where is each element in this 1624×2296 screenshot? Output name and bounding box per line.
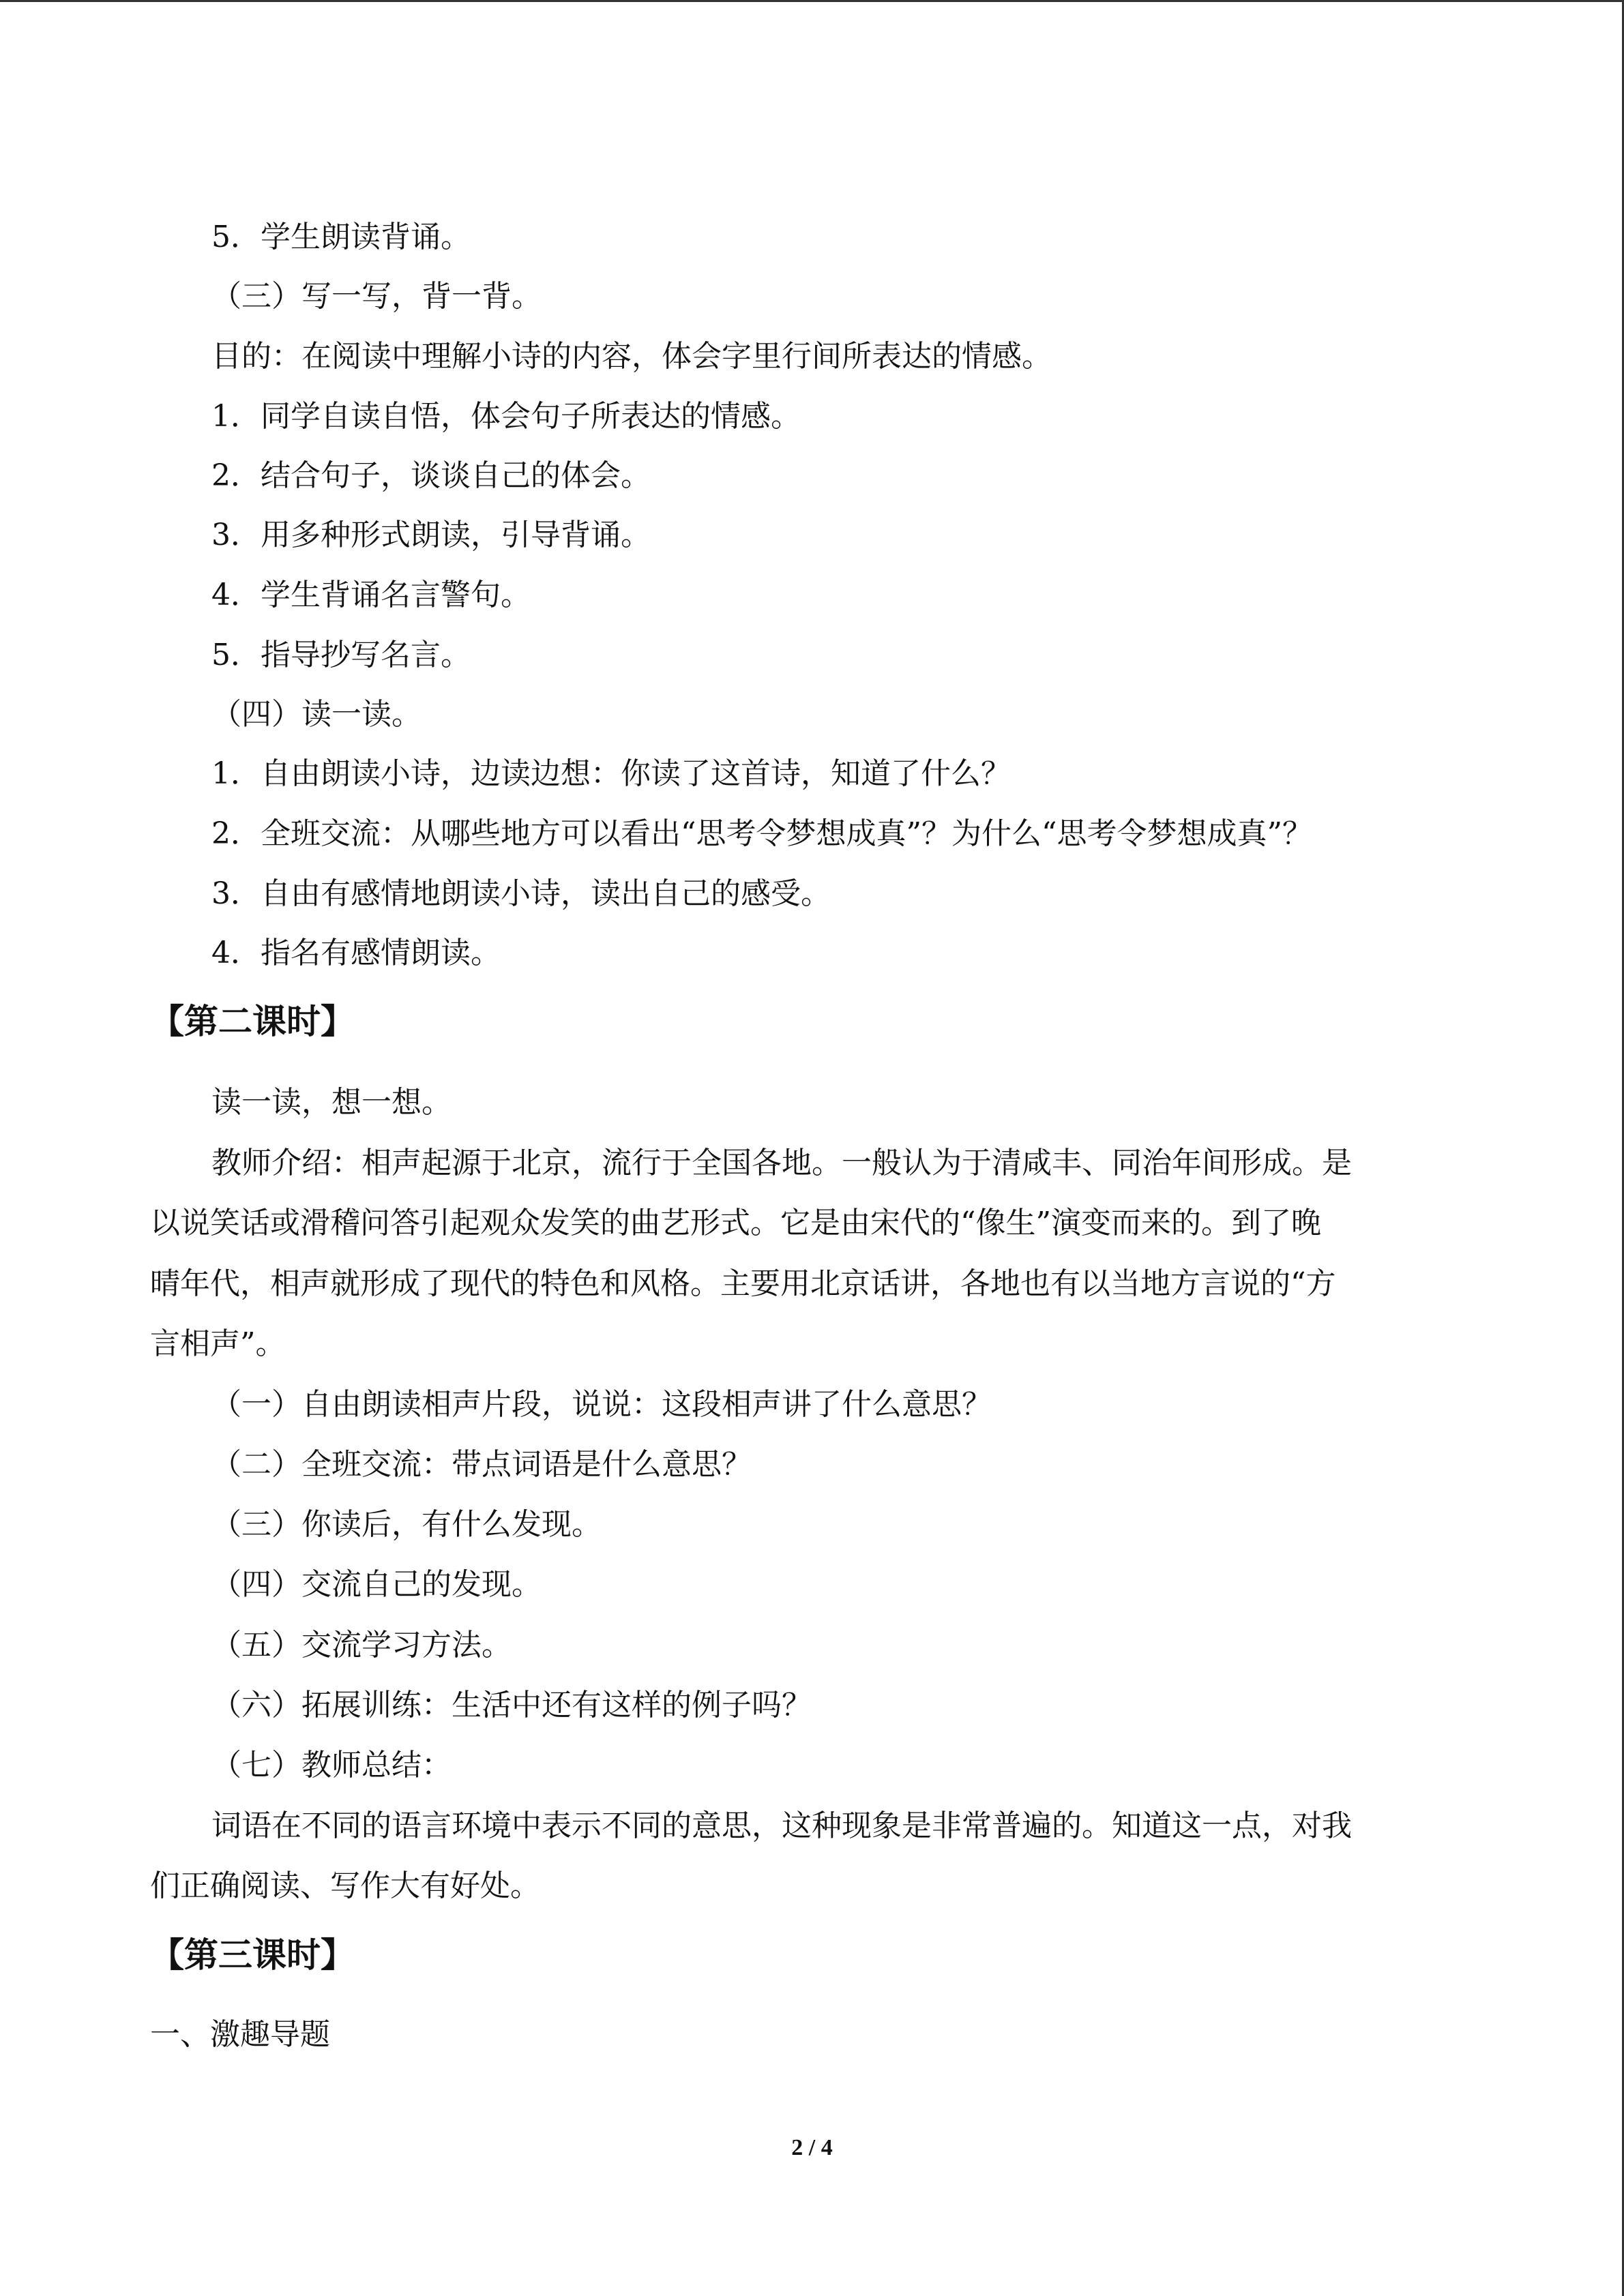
paragraph-line: 们正确阅读、写作大有好处。 <box>150 1868 540 1903</box>
paragraph-line: 晴年代，相声就形成了现代的特色和风格。主要用北京话讲，各地也有以当地方言说的“方 <box>150 1266 1336 1301</box>
step-item: （七）教师总结： <box>211 1748 452 1783</box>
text-line: 读一读，想一想。 <box>211 1085 452 1120</box>
step-item: （六）拓展训练：生活中还有这样的例子吗？ <box>211 1688 812 1723</box>
text-line: 2．全班交流：从哪些地方可以看出“思考令梦想成真”？为什么“思考令梦想成真”？ <box>211 816 1312 851</box>
paragraph-line: 教师介绍：相声起源于北京，流行于全国各地。一般认为于清咸丰、同治年间形成。是 <box>211 1146 1352 1180</box>
text-line: 3．用多种形式朗读，引导背诵。 <box>211 518 651 552</box>
text-line: （三）写一写，背一背。 <box>211 279 542 314</box>
section-heading: 【第二课时】 <box>150 1002 355 1041</box>
text-line: 3．自由有感情地朗读小诗，读出自己的感受。 <box>211 876 831 911</box>
page-number: 2 / 4 <box>791 2135 833 2160</box>
step-item: （五）交流学习方法。 <box>211 1628 512 1663</box>
text-line: 4．学生背诵名言警句。 <box>211 578 531 612</box>
paragraph-line: 以说笑话或滑稽问答引起观众发笑的曲艺形式。它是由宋代的“像生”演变而来的。到了晚 <box>150 1206 1321 1240</box>
paragraph-line: 言相声”。 <box>150 1326 286 1361</box>
text-line: 一、激趣导题 <box>150 2017 330 2052</box>
text-line: 1．同学自读自悟，体会句子所表达的情感。 <box>211 399 801 434</box>
step-item: （四）交流自己的发现。 <box>211 1567 542 1602</box>
text-line: 4．指名有感情朗读。 <box>211 936 501 970</box>
step-item: （一）自由朗读相声片段，说说：这段相声讲了什么意思？ <box>211 1387 992 1422</box>
section-heading: 【第三课时】 <box>150 1935 355 1975</box>
text-line: 5．学生朗读背诵。 <box>211 220 471 254</box>
text-line: 1．自由朗读小诗，边读边想：你读了这首诗，知道了什么？ <box>211 756 1011 791</box>
step-item: （三）你读后，有什么发现。 <box>211 1507 602 1542</box>
text-line: （四）读一读。 <box>211 697 422 732</box>
paragraph-line: 词语在不同的语言环境中表示不同的意思，这种现象是非常普遍的。知道这一点，对我 <box>211 1808 1352 1843</box>
step-item: （二）全班交流：带点词语是什么意思？ <box>211 1447 752 1482</box>
text-line: 2．结合句子，谈谈自己的体会。 <box>211 458 651 493</box>
text-line: 目的：在阅读中理解小诗的内容，体会字里行间所表达的情感。 <box>211 339 1052 374</box>
text-line: 5．指导抄写名言。 <box>211 638 471 672</box>
